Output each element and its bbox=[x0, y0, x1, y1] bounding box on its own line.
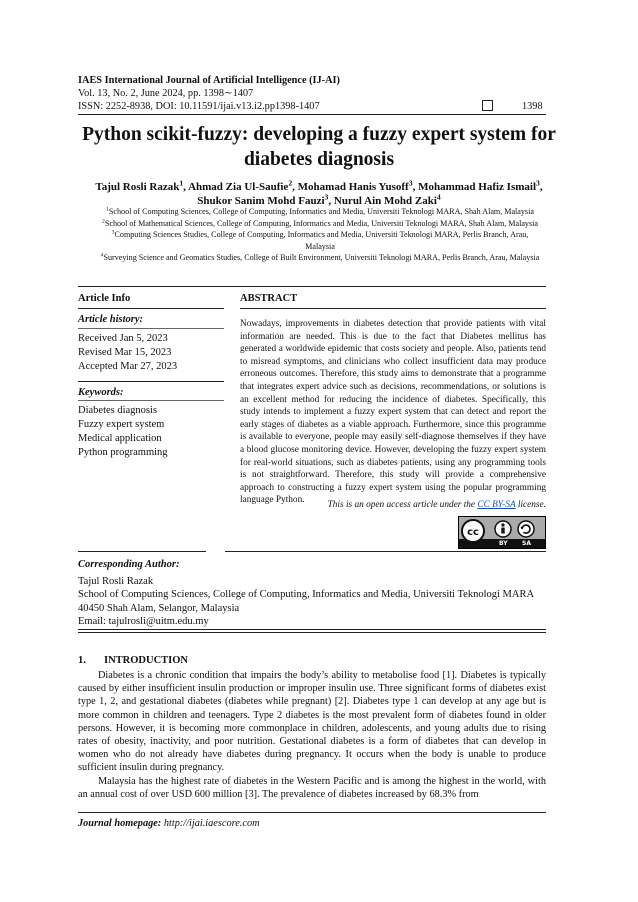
affiliations bbox=[70, 206, 570, 264]
svg-text:cc: cc bbox=[467, 527, 479, 538]
history-rule bbox=[78, 328, 224, 329]
corresponding-rule-left bbox=[78, 551, 206, 552]
journal-name: IAES International Journal of Artificial Intelligence (IJ-AI) bbox=[78, 75, 340, 86]
info-rule bbox=[78, 308, 224, 309]
page-number: 1398 bbox=[522, 101, 543, 112]
corresponding-author bbox=[78, 558, 534, 628]
paragraph: Diabetes is a chronic condition that impairs the body’s ability to metabolise food [1]. Diabetes is typically caused by either insufficient insulin production or improper insulin use. Three significant forms of diabetes exist type 1, 2, and gestational diabetes (diabetes while pregnant) [2]. Diabetes type 1 can develop at any age but is more common in children and teenagers. Type 2 diabetes is the most prevalent form of diabetes found in older persons. However, it is becoming more commonplace in children, adolescents, and young adults due to rising rates of obesity, inactivity, and poor nutrition. Gestational diabetes is a form of diabetes that can develop in women who do not already have diabetes during pregnancy. It occurs when the body is unable to produce sufficient insulin during pregnancy. bbox=[78, 670, 546, 774]
abstract-text: Nowadays, improvements in diabetes detection that provide patients with vital information are needed. This is due to the fact that Diabetes mellitus has generated a worldwide epidemic that costs society and people. Also, patients tend to misread symptoms, and clinicians who collect insufficient data may produce erroneous outcomes. Therefore, this study aims to demonstrate that a programme that integrates expert advice such as decisions, recommendations, or solutions is an excellent method for reducing the incidence of diabetes. Specifically, this study intends to implement a fuzzy expert system that can detect and report the early stages of diabetes as a viable approach. Furthermore, since this programme is available to everyone, people may easily self-diagnose themselves if they have a blood glucose monitoring device. However, developing the fuzzy expert system for real-world situations, such as diabetes patients, using any programming tools is not straightforward. Therefore, this study will provide a comprehensive approach to constructing a fuzzy expert system using the popular programming language Python. bbox=[240, 319, 546, 506]
authors-line-1: Tajul Rosli Razak$^1$, Ahmad Zia Ul-Saufie$^2$, Mohamad Hanis Yusoff$^3$, Mohammad Hafiz Ismail$^3$, bbox=[95, 178, 543, 193]
author: Mohammad Hafiz Ismail bbox=[418, 181, 537, 193]
corresponding-name: Tajul Rosli Razak bbox=[78, 576, 154, 588]
affiliation: $^2$School of Mathematical Sciences, College of Computing, Informatics and Media, Universiti Teknologi MARA, Shah Alam, Malaysia bbox=[102, 217, 538, 228]
body-rule-2 bbox=[78, 632, 546, 633]
section-heading: INTRODUCTION bbox=[104, 655, 189, 666]
history-heading: Article history: bbox=[78, 314, 144, 325]
license-note: This is an open access article under the CC BY-SA license. bbox=[327, 500, 546, 510]
info-top-rule bbox=[78, 286, 546, 287]
cc-license-badge bbox=[458, 516, 546, 549]
article-history bbox=[78, 313, 224, 327]
keyword: Fuzzy expert system bbox=[78, 419, 165, 430]
paper-title: Python scikit-fuzzy: developing a fuzzy expert system for diabetes diagnosis bbox=[82, 124, 556, 170]
journal-homepage: Journal homepage: http://ijai.iaescore.com bbox=[78, 818, 260, 829]
affiliation: $^1$School of Computing Sciences, College of Computing, Informatics and Media, Universiti Teknologi MARA, Shah Alam, Malaysia bbox=[106, 206, 534, 216]
keyword: Diabetes diagnosis bbox=[78, 405, 158, 416]
authors-line-2: Shukor Sanim Mohd Fauzi$^3$, Nurul Ain Mohd Zaki$^4$ bbox=[197, 192, 441, 207]
issn-doi: ISSN: 2252-8938, DOI: 10.11591/ijai.v13.i2.pp1398-1407 bbox=[78, 101, 320, 112]
paragraph: Malaysia has the highest rate of diabetes in the Western Pacific and is among the highest in the world, with an annual cost of over USD 600 million [3]. The prevalence of diabetes increased by 68.3% from bbox=[78, 775, 546, 800]
badge-sa: SA bbox=[522, 540, 531, 547]
square-icon bbox=[482, 100, 493, 111]
keywords-heading: Keywords: bbox=[78, 387, 124, 398]
received-date: Received Jan 5, 2023 bbox=[78, 333, 168, 344]
section-number: 1. bbox=[78, 655, 86, 666]
affiliation: $^3$Computing Sciences Studies, College of Computing, Informatics and Media, Universiti Teknologi MARA, Perlis Branch, Arau, Malaysia bbox=[111, 229, 529, 251]
cc-by-sa-link[interactable]: CC BY-SA bbox=[477, 500, 516, 510]
revised-date: Revised Mar 15, 2023 bbox=[78, 347, 172, 358]
keyword: Python programming bbox=[78, 447, 168, 458]
intro-body bbox=[78, 669, 546, 801]
homepage-url[interactable]: http://ijai.iaescore.com bbox=[163, 818, 260, 829]
article-info-heading: Article Info bbox=[78, 293, 131, 304]
keyword: Medical application bbox=[78, 433, 162, 444]
keywords-rule bbox=[78, 400, 224, 401]
footer-rule bbox=[78, 812, 546, 813]
history-dates bbox=[78, 332, 224, 374]
author: Mohamad Hanis Yusoff bbox=[297, 181, 409, 193]
corresponding-rule-right bbox=[225, 551, 546, 552]
header-rule bbox=[78, 114, 546, 115]
author: Shukor Sanim Mohd Fauzi bbox=[197, 195, 325, 207]
corresponding-address: 40450 Shah Alam, Selangor, Malaysia bbox=[78, 602, 240, 614]
keywords-top-rule bbox=[78, 381, 224, 382]
accepted-date: Accepted Mar 27, 2023 bbox=[78, 361, 178, 372]
corresponding-affiliation: School of Computing Sciences, College of Computing, Informatics and Media, Universiti Teknologi MARA bbox=[78, 589, 535, 601]
corresponding-heading: Corresponding Author: bbox=[78, 559, 180, 570]
keywords-list bbox=[78, 404, 224, 460]
affiliation: $^4$Surveying Science and Geomatics Studies, College of Built Environment, Universiti Teknologi MARA, Perlis Branch, Arau, Malaysia bbox=[100, 252, 540, 262]
corresponding-email: Email: tajulrosli@uitm.edu.my bbox=[78, 615, 209, 627]
author: Tajul Rosli Razak bbox=[95, 181, 180, 193]
author: Nurul Ain Mohd Zaki bbox=[333, 195, 437, 207]
volume-info: Vol. 13, No. 2, June 2024, pp. 1398∼1407 bbox=[78, 88, 254, 99]
body-rule-1 bbox=[78, 629, 546, 630]
abstract-heading: ABSTRACT bbox=[240, 293, 298, 304]
badge-by: BY bbox=[499, 540, 508, 547]
abstract-rule bbox=[240, 308, 546, 309]
author-list bbox=[60, 180, 578, 208]
author: Ahmad Zia Ul-Saufie bbox=[188, 181, 289, 193]
